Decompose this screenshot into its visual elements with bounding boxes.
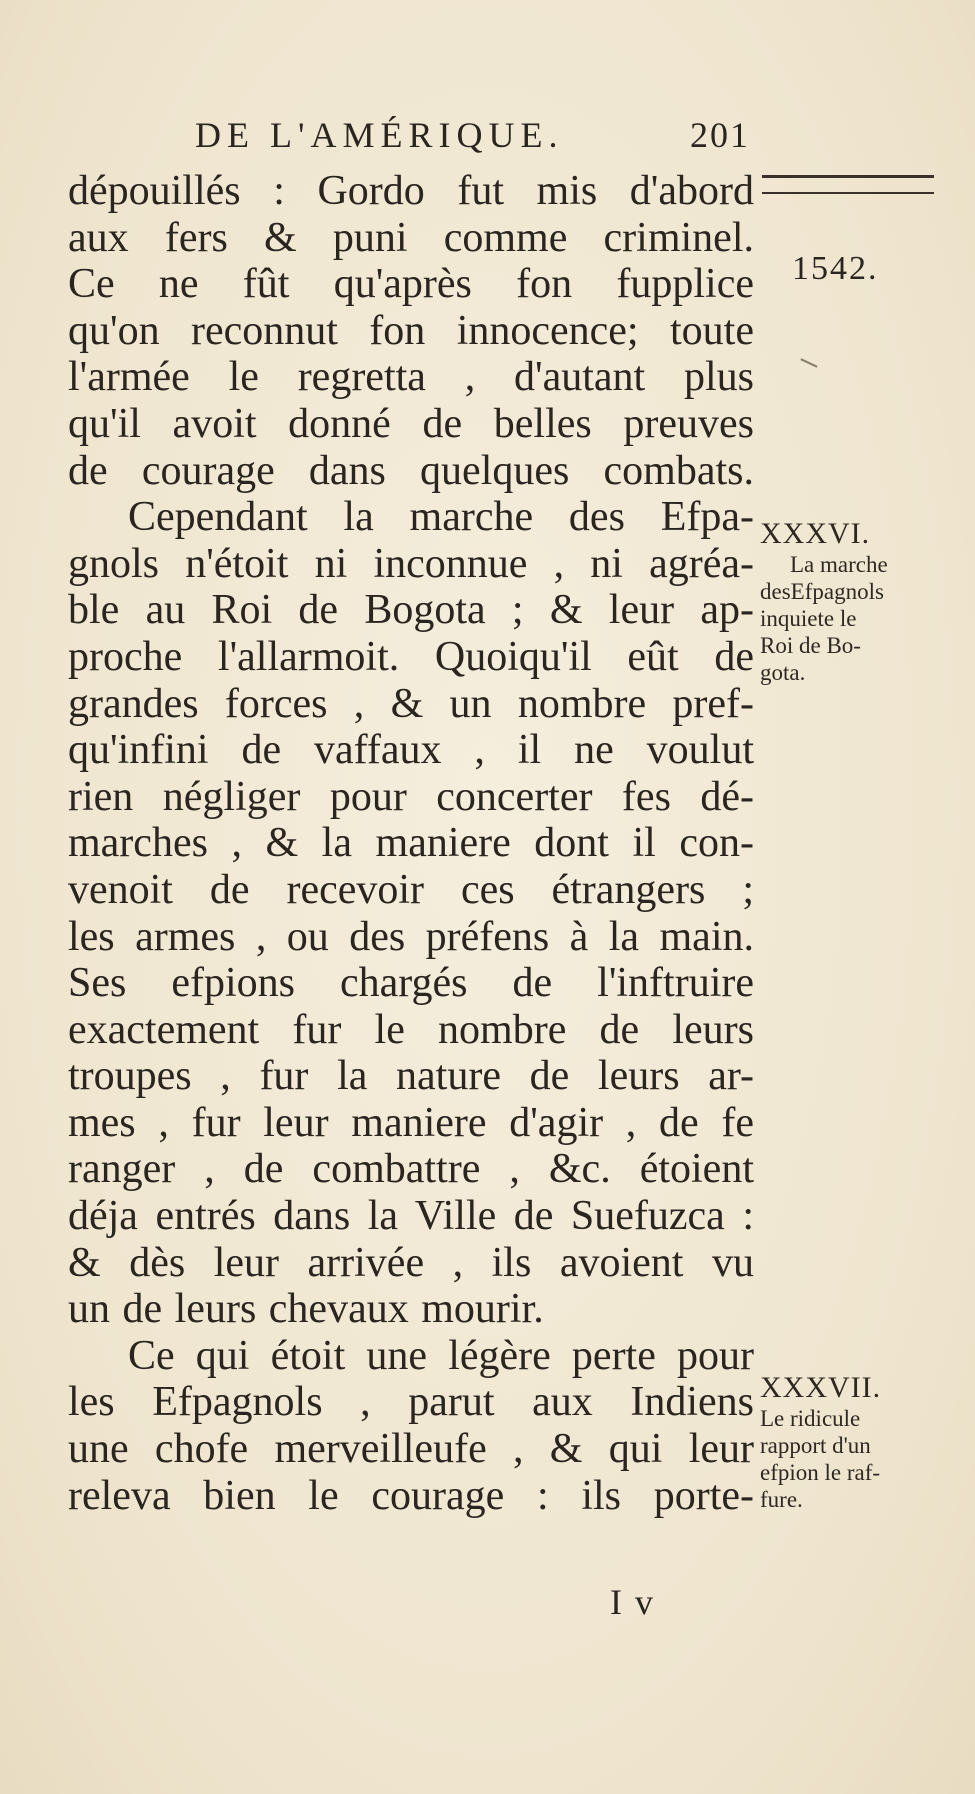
text-line: troupes , fur la nature de leurs ar- (68, 1053, 754, 1100)
text-line: qu'infini de vaffaux , il ne voulut (68, 727, 754, 774)
margin-note-line: desEfpagnols (760, 579, 884, 604)
text-line: aux fers & puni comme criminel. (68, 214, 754, 261)
running-title: DE L'AMÉRIQUE. (195, 115, 564, 155)
text-line: gnols n'étoit ni inconnue , ni agréa- (68, 540, 754, 587)
text-line: ranger , de combattre , &c. étoient (68, 1146, 754, 1193)
margin-note-number: XXXVII. (760, 1371, 882, 1404)
margin-note-line: Le ridicule (760, 1406, 861, 1431)
margin-note-line: inquiete le (760, 606, 857, 631)
text-line: les armes , ou des préfens à la main. (68, 913, 754, 960)
margin-note-36 (760, 517, 940, 686)
text-line: l'armée le regretta , d'autant plus (68, 354, 754, 401)
paragraph-start: Cependant la marche des Efpa- (128, 494, 754, 541)
margin-note-line: fure. (760, 1487, 803, 1512)
text-line: de courage dans quelques combats. (68, 447, 754, 494)
margin-note-line: Roi de Bo- (760, 633, 861, 658)
margin-note-number: XXXVI. (760, 517, 871, 550)
margin-note-line: La marche (790, 552, 888, 577)
text-line: mes , fur leur maniere d'agir , de fe (68, 1099, 754, 1146)
page-number: 201 (690, 115, 750, 155)
text-line: venoit de recevoir ces étrangers ; (68, 866, 754, 913)
text-line: Ce ne fût qu'après fon fupplice (68, 261, 754, 308)
margin-mark (800, 358, 817, 367)
text-line: qu'on reconnut fon innocence; toute (68, 307, 754, 354)
text-line: exactement fur le nombre de leurs (68, 1006, 754, 1053)
text-line: une chofe merveilleufe , & qui leur (68, 1426, 754, 1473)
margin-note-line: efpion le raf- (760, 1460, 881, 1485)
text-line: grandes forces , & un nombre pref- (68, 680, 754, 727)
margin-note-line: rapport d'un (760, 1433, 871, 1458)
paragraph-start: Ce qui étoit une légère perte pour (128, 1332, 754, 1379)
text-line: proche l'allarmoit. Quoiqu'il eût de (68, 633, 754, 680)
margin-rule (762, 175, 934, 194)
margin-note-line: gota. (760, 660, 806, 685)
text-line: dépouillés : Gordo fut mis d'abord (68, 168, 754, 214)
text-line: rien négliger pour concerter fes dé- (68, 773, 754, 820)
text-line: marches , & la maniere dont il con- (68, 820, 754, 867)
text-line: & dès leur arrivée , ils avoient vu (68, 1239, 754, 1286)
text-line: releva bien le courage : ils porte- (68, 1472, 754, 1519)
body-text (68, 168, 754, 1519)
text-line: déja entrés dans la Ville de Suefuzca : (68, 1193, 754, 1240)
text-line: Ses efpions chargés de l'inftruire (68, 960, 754, 1007)
margin-note-37 (760, 1371, 940, 1513)
text-line: un de leurs chevaux mourir. (68, 1286, 544, 1333)
text-line: qu'il avoit donné de belles preuves (68, 400, 754, 447)
margin-year: 1542. (792, 250, 879, 287)
signature-mark: I v (610, 1582, 655, 1622)
text-line: les Efpagnols , parut aux Indiens (68, 1379, 754, 1426)
running-header (195, 110, 750, 160)
text-line: ble au Roi de Bogota ; & leur ap- (68, 587, 754, 634)
